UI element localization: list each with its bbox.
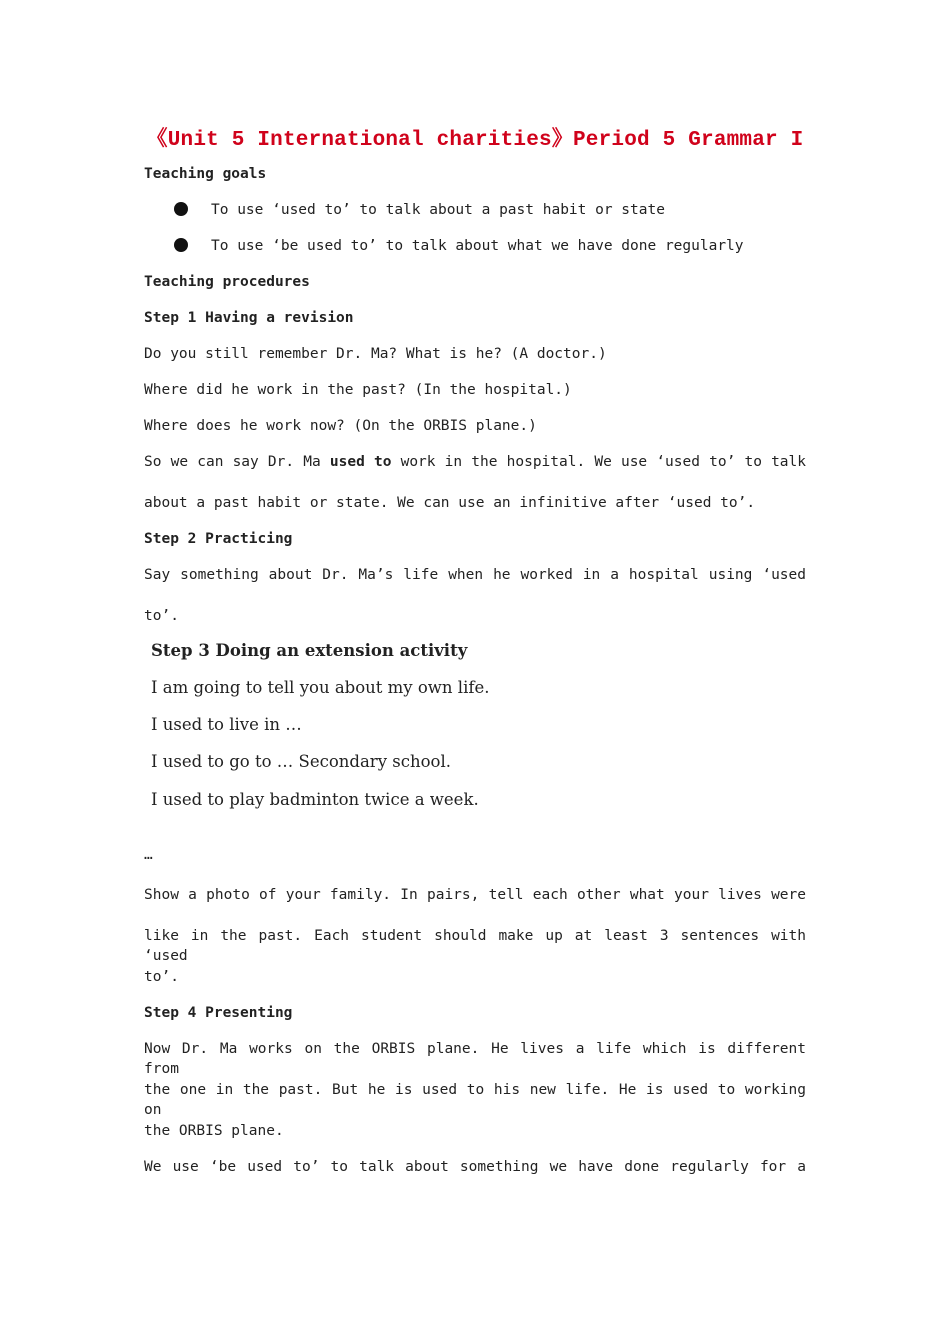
step2-paragraph: Say something about Dr. Ma’s life when he worked in a hospital using ‘used (144, 567, 806, 583)
step1-text: So we can say Dr. Ma (144, 454, 330, 470)
step1-question: Where does he work now? (On the ORBIS plane.) (144, 418, 537, 434)
step4-paragraph: the one in the past. But he is used to his new life. He is used to working on (144, 1082, 806, 1118)
step1-heading: Step 1 Having a revision (144, 310, 354, 326)
step4-paragraph: Now Dr. Ma works on the ORBIS plane. He lives a life which is different from (144, 1041, 806, 1077)
step1-question: Do you still remember Dr. Ma? What is he? (A doctor.) (144, 346, 607, 362)
bullet-icon (174, 238, 188, 252)
step1-paragraph (144, 452, 806, 472)
step3-paragraph: to’. (144, 969, 179, 985)
ellipsis: … (144, 847, 153, 863)
step1-question: Where did he work in the past? (In the hospital.) (144, 382, 572, 398)
step4-paragraph: We use ‘be used to’ to talk about something we have done regularly for a (144, 1159, 806, 1175)
step1-paragraph: about a past habit or state. We can use an infinitive after ‘used to’. (144, 495, 756, 511)
step1-text: work in the hospital. We use ‘used to’ to talk (391, 454, 806, 470)
step2-paragraph: to’. (144, 608, 179, 624)
step3-example: I am going to tell you about my own life. (151, 678, 490, 697)
bullet-icon (174, 202, 188, 216)
goal-item: To use ‘be used to’ to talk about what we have done regularly (211, 238, 744, 254)
step4-heading: Step 4 Presenting (144, 1005, 293, 1021)
step4-paragraph: the ORBIS plane. (144, 1123, 284, 1139)
goal-item: To use ‘used to’ to talk about a past habit or state (211, 202, 665, 218)
procedures-heading: Teaching procedures (144, 274, 310, 290)
step3-paragraph: like in the past. Each student should make up at least 3 sentences with ‘used (144, 928, 806, 964)
used-to-emphasis: used to (329, 454, 392, 470)
goals-heading: Teaching goals (144, 166, 267, 182)
step3-example: I used to go to … Secondary school. (151, 752, 451, 771)
page-title: 《Unit 5 International charities》Period 5 Grammar I (146, 129, 804, 152)
step3-example: I used to play badminton twice a week. (151, 790, 479, 809)
step3-example: I used to live in … (151, 715, 302, 734)
step3-paragraph: Show a photo of your family. In pairs, tell each other what your lives were (144, 887, 806, 903)
step3-heading: Step 3 Doing an extension activity (151, 641, 468, 660)
step2-heading: Step 2 Practicing (144, 531, 293, 547)
